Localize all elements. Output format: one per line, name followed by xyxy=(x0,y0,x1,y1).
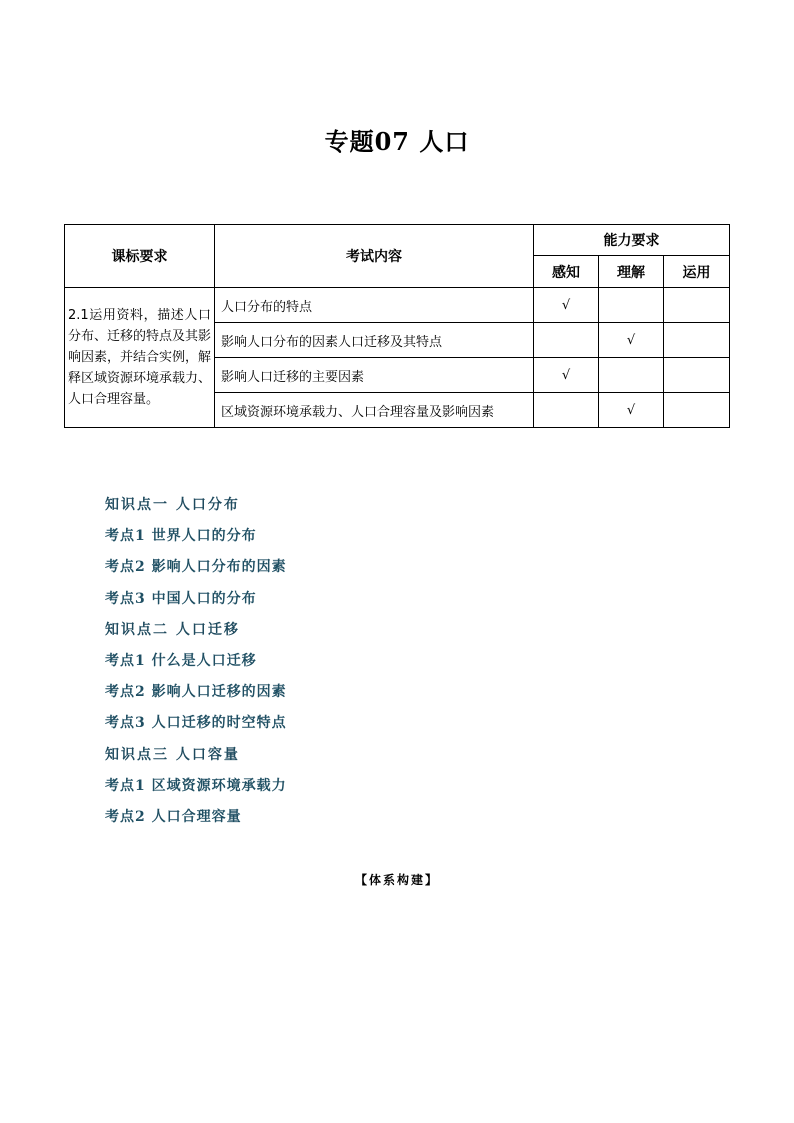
empty-cell xyxy=(664,358,730,393)
standard-text: 2.1运用资料，描述人口分布、迁移的特点及其影响因素，并结合实例，解释区域资源环境承载力、人口合理容量。 xyxy=(65,288,215,428)
empty-cell xyxy=(599,358,664,393)
empty-cell xyxy=(664,288,730,323)
empty-cell xyxy=(534,393,599,428)
check-mark: √ xyxy=(599,323,664,358)
exam-point-item: 考点1 什么是人口迁移 xyxy=(105,652,257,669)
header-level-understand: 理解 xyxy=(599,256,664,288)
header-level-perceive: 感知 xyxy=(534,256,599,288)
exam-point-item: 考点3 中国人口的分布 xyxy=(105,590,257,607)
content-cell: 区域资源环境承载力、人口合理容量及影响因素 xyxy=(215,393,534,428)
exam-point-item: 考点1 区域资源环境承载力 xyxy=(105,777,287,794)
empty-cell xyxy=(664,393,730,428)
content-cell: 人口分布的特点 xyxy=(215,288,534,323)
header-standard: 课标要求 xyxy=(65,225,215,288)
page-title: 专题07 人口 xyxy=(324,127,470,156)
header-ability: 能力要求 xyxy=(534,225,730,256)
exam-point-item: 考点3 人口迁移的时空特点 xyxy=(105,715,287,732)
check-mark: √ xyxy=(534,358,599,393)
table-row xyxy=(65,288,730,323)
exam-point-item: 考点2 人口合理容量 xyxy=(105,808,242,825)
header-level-apply: 运用 xyxy=(664,256,730,288)
empty-cell xyxy=(534,323,599,358)
system-construction-label: 【体系构建】 xyxy=(354,873,439,887)
knowledge-point-heading: 知识点二 人口迁移 xyxy=(105,621,240,638)
exam-point-item: 考点2 影响人口迁移的因素 xyxy=(105,684,287,701)
knowledge-point-heading: 知识点一 人口分布 xyxy=(105,497,240,513)
content-cell: 影响人口分布的因素人口迁移及其特点 xyxy=(215,323,534,358)
check-mark: √ xyxy=(599,393,664,428)
header-content: 考试内容 xyxy=(215,225,534,288)
requirements-table xyxy=(64,224,730,428)
empty-cell xyxy=(664,323,730,358)
exam-point-item: 考点1 世界人口的分布 xyxy=(105,528,257,545)
exam-point-item: 考点2 影响人口分布的因素 xyxy=(105,559,287,576)
knowledge-point-heading: 知识点三 人口容量 xyxy=(105,746,240,763)
check-mark: √ xyxy=(534,288,599,323)
knowledge-outline xyxy=(105,494,287,837)
content-cell: 影响人口迁移的主要因素 xyxy=(215,358,534,393)
empty-cell xyxy=(599,288,664,323)
